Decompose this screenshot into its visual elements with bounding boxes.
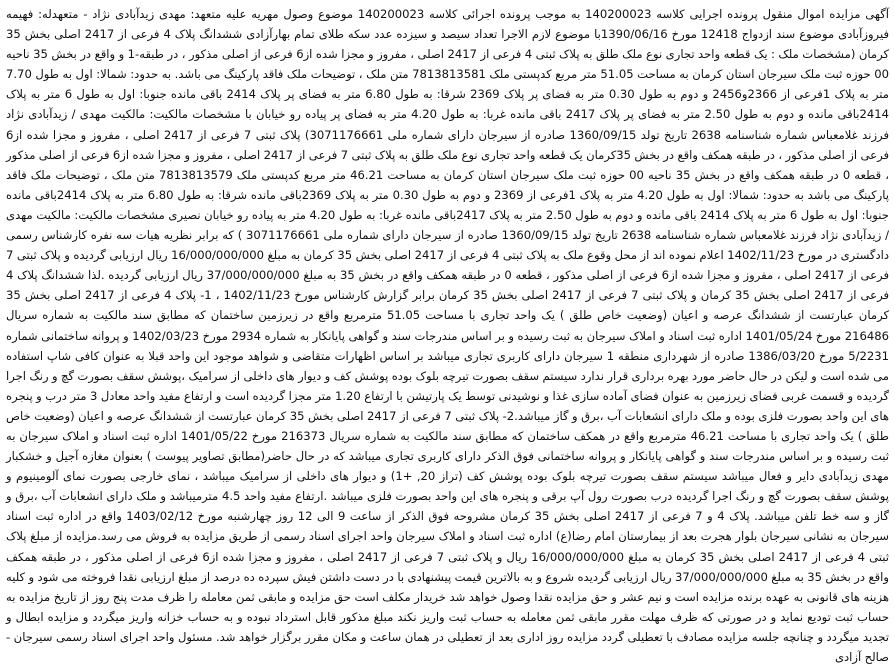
auction-notice-text: آگهی مزایده اموال منقول پرونده اجرایی کلاسه 140200023 به موجب پرونده اجرائی کلاسه 140200023 موضوع وصول مهریه علیه متعهد: مهدی زیدآبادی نژاد - متعهدله: فهیمه فیروزآبادی موضوع سند ازدواج 12418 مورخ 1390/06/16با موضوع لازم الاجرا تعداد سیصد و سیزده عدد سکه طلای تمام بهارآزادی ششدانگ پلاک 4 فرعی از 2417 اصلی بخش 35 کرمان (مشخصات ملک : یک قطعه واحد تجاری نوع ملک طلق به پلاک ثبتی 4 فرعی از 2417 اصلی ، مفروز و مجزا شده از6 فرعی از اصلی مذکور ، در طبقه-1 و واقع در بخش 35 ناحیه 00 حوزه ثبت ملک سیرجان استان کرمان به مساحت 51.05 متر مربع کدپستی ملک 7813813581 متن ملک ، توضیحات ملک فاقد پارکینگ می باشد. به حدود: شمالا: اول به طول 7.70 متر به پلاک 1فرعی از 2366و2456 و دوم به طول 0.30 متر به فضای پر پلاک 2369 شرقا: به طول 6.80 متر به فضای پر پلاک 2414 باقی مانده جنوبا: اول به طول 6 متر به پلاک 2414باقی مانده و دوم به طول 2.50 متر به فضای پر پلاک 2417 باقی مانده غربا: به طول 4.20 متر به فضای پر پیاده رو خیابان با مشخصات مالکیت: مالکیت مهدی / زیدآبادی نژاد فرزند غلامعباس شماره شناسنامه 2638 تاریخ تولد 1360/09/15 صادره از سیرجان دارای شماره ملی 3071176661) پلاک ثبتی 7 فرعی از 2417 اصلی ، مفروز و مجزا شده از6 فرعی از اصلی مذکور ، در طبقه همکف واقع در بخش 35کرمان یک قطعه واحد تجاری نوع ملک طلق به پلاک ثبتی 7 فرعی از 2417 اصلی ، مفروز و مجزا شده از6 فرعی از اصلی مذکور ، قطعه 0 در طبقه همکف واقع در بخش 35 ناحیه 00 حوزه ثبت ملک سیرجان استان کرمان به مساحت 46.21 متر مربع کدپستی ملک 7813813579 متن ملک ، توضیحات ملک فاقد پارکینگ می باشد به حدود: شمالا: اول به طول 4.20 متر به پلاک 1فرعی از 2369 و دوم به طول 0.30 متر به پلاک 2369باقی مانده شرقا: به طول 6.80 متر به پلاک 2414باقی مانده جنوبا: اول به طول 6 متر به پلاک 2414 باقی مانده و دوم به طول 2.50 متر به پلاک 2417باقی مانده غربا: به طول 4.20 متر به پیاده رو خیابان نصیری مشخصات مالکیت: مالکیت مهدی / زیدآبادی نژاد فرزند غلامعباس شماره شناسنامه 2638 تاریخ تولد 1360/09/15 صادره از سیرجان دارای شماره ملی 3071176661 ) که برابر نظریه هیات سه نفره کارشناس رسمی دادگستری در مورخ 1402/11/23 اعلام نموده اند از محل وقوع ملک به پلاک ثبتی 4 فرعی از 2417 اصلی بخش 35 کرمان به مبلغ 16/000/000/000 ریال ارزیابی گردیده و پلاک ثبتی 7 فرعی از 2417 اصلی ، مفروز و مجزا شده از6 فرعی از اصلی مذکور ، قطعه 0 در طبقه همکف واقع در بخش 35 به مبلغ 37/000/000/000 ریال ارزیابی گردیده .لذا ششدانگ پلاک 4 فرعی از 2417 اصلی بخش 35 کرمان و پلاک ثبتی 7 فرعی از 2417 اصلی بخش 35 کرمان برابر گزارش کارشناس مورخ 1402/11/23 ، 1- پلاک 4 فرعی از 2417 اصلی بخش 35 کرمان عبارتست از ششدانگ عرصه و اعیان (وضعیت خاص طلق ) یک واحد تجاری با مساحت 51.05 مترمربع واقع در زیرزمین ساختمان که مطابق سند مالکیت به شماره سریال 216486 مورخ 1401/05/24 اداره ثبت اسناد و املاک سیرجان به ثبت رسیده و بر اساس مندرجات سند و گواهی پایانکار به شماره 2934 مورخ 1402/03/23 و پروانه ساختمانی شماره 5/2231 مورخ 1386/03/20 صادره از شهرداری منطقه 1 سیرجان دارای کاربری تجاری میباشد بر اساس اظهارات متقاضی و شواهد موجود این واحد قبلا به عنوان کافی شاپ استفاده می شده است و لیکن در حال حاضر مورد بهره برداری قرار ندارد سیستم سقف بصورت تیرچه بلوک بوده پوشش کف و دیوار های داخلی از سرامیک ،پوشش سقف بصورت گچ و رنگ اجرا گردیده و قسمت غربی فضای زیرزمین به عنوان فضای آماده سازی غذا و نوشیدنی توسط یک پارتیشن با ارتفاع 1.20 متر مجزا گردیده است و ارتفاع مفید واحد معادل 3 متر درب و پنجره های این واحد بصورت فلزی بوده و ملک دارای انشعابات آب ،برق و گاز میباشد.2- پلاک ثبتی 7 فرعی از 2417 اصلی بخش 35 کرمان عبارتست از ششدانگ عرصه و اعیان (وضعیت خاص طلق ) یک واحد تجاری با مساحت 46.21 مترمربع واقع در همکف ساختمان که مطابق سند مالکیت به شماره سریال 216373 مورخ 1401/05/22 اداره ثبت اسناد و املاک سیرجان به ثبت رسیده و بر اساس مندرجات سند و گواهی پایانکار و پروانه ساختمانی فوق الذکر دارای کاربری تجاری میباشد که در حال حاضر(مطابق تصاویر پیوست ) بعنوان مغازه آجیل و خشکبار مهدی زیدآبادی دایر و فعال میباشد سیستم سقف بصورت تیرچه بلوک بوده پوشش کف (تراز 20, +1) و دیوار های داخلی از سرامیک میباشد ، نمای خارجی بصورت نمای آلومینیوم و پوشش سقف بصورت گچ و رنگ اجرا گردیده درب بصورت رول آپ برقی و پنجره های این واحد بصورت فلزی میباشد .ارتفاع مفید واحد 4.5 مترمیباشد و ملک دارای انشعابات آب ،برق و گاز و سه خط تلفن میباشد. پلاک 4 و 7 فرعی از 2417 اصلی بخش 35 کرمان مشروحه فوق الذکر از ساعت 9 الی 12 روز چهارشنبه مورخ 1403/02/12 واقع در اداره ثبت اسناد سیرجان به نشانی سیرجان بلوار هجرت بعد از بیمارستان امام رضا(ع) اداره ثبت اسناد و املاک سیرجان واحد اجرای اسناد رسمی از طریق مزایده به فروش می رسد.مزایده از مبلغ پلاک ثبتی 4 فرعی از 2417 اصلی بخش 35 کرمان به مبلغ 16/000/000/000 ریال و پلاک ثبتی 7 فرعی از 2417 اصلی ، مفروز و مجزا شده از6 فرعی از اصلی مذکور ، در طبقه همکف واقع در بخش 35 به مبلغ 37/000/000/000 ریال ارزیابی گردیده شروع و به بالاترین قیمت پیشنهادی با در دست داشتن فیش سپرده ده درصد از مبلغ ارزیابی نقدا فروخته می شود و کلیه هزینه های قانونی به عهده برنده مزایده است و نیم عشر و حق مزایده نقدا وصول خواهد شد خریدار مکلف است حق مزایده و مابقی ثمن معامله را ظرف مدت پنج روز از تاریخ مزایده به حساب ثبت تودیع نماید و در صورتی که ظرف مهلت مقرر مابقی ثمن معامله به حساب ثبت واریز نکند مبلغ مذکور قابل استرداد نبوده و به حساب خزانه واریز میگردد و مزایده ابطال و تجدید میگردد و چنانچه جلسه مزایده مصادف با تعطیلی گردد مزایده روز اداری بعد از تعطیلی در همان ساعت و مکان مقرر برگزار خواهد شد. مسئول واحد اجرای اسناد رسمی سیرجان - صالح آزادی [6, 7, 890, 664]
